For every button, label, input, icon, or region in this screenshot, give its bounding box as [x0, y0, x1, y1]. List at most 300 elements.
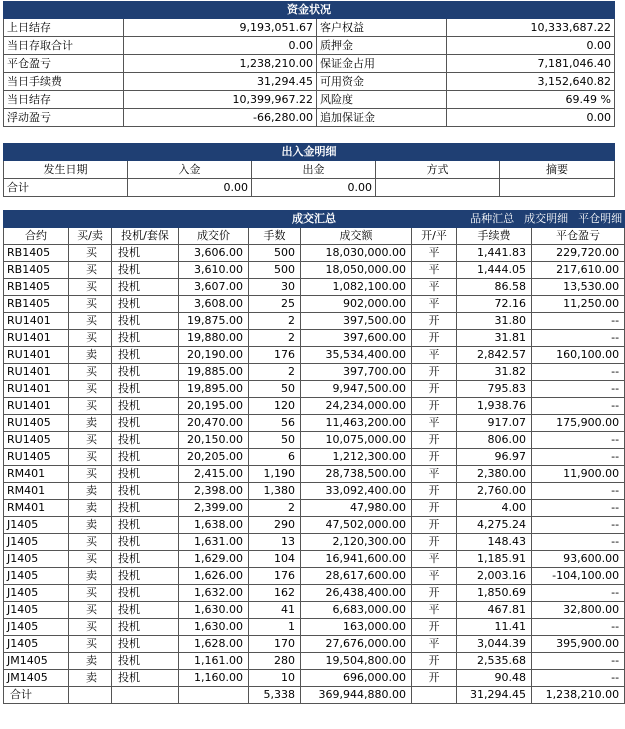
trade-open-close: 开 [412, 534, 457, 551]
cash-total-in: 0.00 [128, 179, 252, 197]
trade-amount: 26,438,400.00 [301, 585, 412, 602]
trade-amount: 18,030,000.00 [301, 245, 412, 262]
trade-total-empty [412, 687, 457, 704]
trade-fee: 31.82 [457, 364, 532, 381]
trade-side: 买 [69, 262, 112, 279]
trade-price: 3,606.00 [179, 245, 249, 262]
trade-qty: 1,380 [249, 483, 301, 500]
trade-qty: 500 [249, 262, 301, 279]
fund-label: 当日手续费 [4, 73, 124, 91]
trade-pnl: 217,610.00 [532, 262, 625, 279]
trade-fee: 3,044.39 [457, 636, 532, 653]
trade-pnl: -- [532, 364, 625, 381]
trade-view-link[interactable]: 成交明细 [524, 212, 569, 225]
trade-view-link[interactable]: 品种汇总 [470, 212, 515, 225]
trade-side: 买 [69, 330, 112, 347]
trade-total-row [4, 687, 625, 704]
trade-amount: 163,000.00 [301, 619, 412, 636]
trade-qty: 30 [249, 279, 301, 296]
trade-price: 19,880.00 [179, 330, 249, 347]
cash-column-header: 发生日期 [4, 161, 128, 179]
fund-value: 31,294.45 [124, 73, 317, 91]
trade-price: 20,195.00 [179, 398, 249, 415]
trade-price: 20,190.00 [179, 347, 249, 364]
trade-open-close: 开 [412, 500, 457, 517]
trade-fee: 86.58 [457, 279, 532, 296]
trade-qty: 280 [249, 653, 301, 670]
trade-side: 买 [69, 585, 112, 602]
trade-hedge: 投机 [112, 670, 179, 687]
trade-fee: 4,275.24 [457, 517, 532, 534]
trade-pnl: -- [532, 670, 625, 687]
cash-total-summary [500, 179, 615, 197]
trade-qty: 1,190 [249, 466, 301, 483]
fund-value: 0.00 [124, 37, 317, 55]
trade-price: 19,885.00 [179, 364, 249, 381]
fund-label: 当日结存 [4, 91, 124, 109]
trade-qty: 176 [249, 568, 301, 585]
trade-contract: RM401 [4, 483, 69, 500]
fund-value: 0.00 [447, 109, 615, 127]
trade-open-close: 开 [412, 653, 457, 670]
trade-pnl: -- [532, 313, 625, 330]
trade-column-header: 手数 [249, 228, 301, 245]
trade-row [4, 585, 625, 602]
trade-pnl: -- [532, 449, 625, 466]
cash-column-header: 方式 [376, 161, 500, 179]
trade-row [4, 347, 625, 364]
trade-qty: 2 [249, 500, 301, 517]
trade-side: 买 [69, 466, 112, 483]
trade-side: 买 [69, 636, 112, 653]
trade-side: 买 [69, 296, 112, 313]
cash-total-out: 0.00 [252, 179, 376, 197]
trade-price: 3,610.00 [179, 262, 249, 279]
trade-qty: 176 [249, 347, 301, 364]
trade-hedge: 投机 [112, 432, 179, 449]
trade-contract: J1405 [4, 551, 69, 568]
trade-row [4, 636, 625, 653]
trade-price: 1,161.00 [179, 653, 249, 670]
trade-amount: 47,980.00 [301, 500, 412, 517]
trade-open-close: 开 [412, 398, 457, 415]
trade-side: 卖 [69, 483, 112, 500]
trade-total-qty: 5,338 [249, 687, 301, 704]
trade-total-pnl: 1,238,210.00 [532, 687, 625, 704]
trade-open-close: 平 [412, 636, 457, 653]
trade-column-header: 成交价 [179, 228, 249, 245]
trade-hedge: 投机 [112, 347, 179, 364]
trade-side: 买 [69, 602, 112, 619]
trade-amount: 397,700.00 [301, 364, 412, 381]
cash-flow-title: 出入金明细 [4, 144, 615, 161]
trade-contract: RU1401 [4, 381, 69, 398]
cash-column-header: 摘要 [500, 161, 615, 179]
cash-total-method [376, 179, 500, 197]
trade-total-amount: 369,944,880.00 [301, 687, 412, 704]
trade-total-empty [69, 687, 112, 704]
trade-price: 20,205.00 [179, 449, 249, 466]
trade-pnl: 395,900.00 [532, 636, 625, 653]
fund-status-title: 资金状况 [4, 2, 615, 19]
trade-hedge: 投机 [112, 534, 179, 551]
trade-pnl: -- [532, 500, 625, 517]
trade-hedge: 投机 [112, 483, 179, 500]
trade-hedge: 投机 [112, 449, 179, 466]
trade-fee: 2,003.16 [457, 568, 532, 585]
trade-amount: 24,234,000.00 [301, 398, 412, 415]
trade-open-close: 开 [412, 313, 457, 330]
trade-open-close: 平 [412, 279, 457, 296]
trade-open-close: 开 [412, 483, 457, 500]
trade-amount: 27,676,000.00 [301, 636, 412, 653]
trade-price: 1,628.00 [179, 636, 249, 653]
trade-row [4, 568, 625, 585]
trade-amount: 19,504,800.00 [301, 653, 412, 670]
trade-amount: 696,000.00 [301, 670, 412, 687]
trade-contract: RB1405 [4, 245, 69, 262]
trade-amount: 397,600.00 [301, 330, 412, 347]
fund-value: 9,193,051.67 [124, 19, 317, 37]
trade-open-close: 开 [412, 585, 457, 602]
trade-qty: 1 [249, 619, 301, 636]
trade-column-header: 成交额 [301, 228, 412, 245]
trade-fee: 96.97 [457, 449, 532, 466]
trade-side: 卖 [69, 415, 112, 432]
trade-price: 2,415.00 [179, 466, 249, 483]
trade-contract: J1405 [4, 636, 69, 653]
trade-contract: RB1405 [4, 296, 69, 313]
trade-qty: 6 [249, 449, 301, 466]
trade-contract: RB1405 [4, 279, 69, 296]
trade-row [4, 517, 625, 534]
trade-qty: 2 [249, 330, 301, 347]
trade-side: 买 [69, 619, 112, 636]
trade-price: 1,638.00 [179, 517, 249, 534]
trade-open-close: 开 [412, 330, 457, 347]
trade-total-empty [112, 687, 179, 704]
trade-side: 卖 [69, 653, 112, 670]
trade-side: 买 [69, 245, 112, 262]
trade-row [4, 381, 625, 398]
trade-open-close: 开 [412, 449, 457, 466]
trade-contract: JM1405 [4, 653, 69, 670]
trade-summary-links [460, 211, 622, 227]
trade-fee: 795.83 [457, 381, 532, 398]
trade-row [4, 500, 625, 517]
trade-side: 卖 [69, 517, 112, 534]
trade-price: 20,150.00 [179, 432, 249, 449]
trade-side: 买 [69, 551, 112, 568]
fund-label: 保证金占用 [317, 55, 447, 73]
fund-row [4, 73, 615, 91]
trade-contract: RU1405 [4, 415, 69, 432]
trade-contract: J1405 [4, 585, 69, 602]
trade-row [4, 432, 625, 449]
trade-row [4, 466, 625, 483]
trade-pnl: 160,100.00 [532, 347, 625, 364]
trade-column-header: 买/卖 [69, 228, 112, 245]
trade-hedge: 投机 [112, 279, 179, 296]
trade-hedge: 投机 [112, 381, 179, 398]
trade-qty: 13 [249, 534, 301, 551]
fund-label: 客户权益 [317, 19, 447, 37]
trade-side: 买 [69, 313, 112, 330]
fund-value: -66,280.00 [124, 109, 317, 127]
trade-hedge: 投机 [112, 517, 179, 534]
trade-qty: 50 [249, 381, 301, 398]
trade-side: 买 [69, 364, 112, 381]
trade-contract: J1405 [4, 517, 69, 534]
trade-row [4, 296, 625, 313]
cash-total-label: 合计 [4, 179, 128, 197]
trade-column-header: 手续费 [457, 228, 532, 245]
trade-open-close: 开 [412, 517, 457, 534]
trade-contract: J1405 [4, 619, 69, 636]
trade-column-header: 合约 [4, 228, 69, 245]
trade-price: 3,607.00 [179, 279, 249, 296]
trade-pnl: 175,900.00 [532, 415, 625, 432]
trade-row [4, 602, 625, 619]
trade-row [4, 653, 625, 670]
trade-price: 20,470.00 [179, 415, 249, 432]
trade-row [4, 415, 625, 432]
trade-qty: 290 [249, 517, 301, 534]
trade-summary-header [4, 211, 625, 228]
trade-side: 买 [69, 449, 112, 466]
trade-price: 2,398.00 [179, 483, 249, 500]
trade-fee: 1,938.76 [457, 398, 532, 415]
fund-label: 当日存取合计 [4, 37, 124, 55]
trade-price: 1,629.00 [179, 551, 249, 568]
fund-label: 可用资金 [317, 73, 447, 91]
trade-pnl: -- [532, 398, 625, 415]
trade-hedge: 投机 [112, 296, 179, 313]
trade-open-close: 平 [412, 568, 457, 585]
trade-hedge: 投机 [112, 313, 179, 330]
trade-open-close: 开 [412, 670, 457, 687]
trade-side: 买 [69, 279, 112, 296]
trade-qty: 56 [249, 415, 301, 432]
trade-pnl: 11,900.00 [532, 466, 625, 483]
trade-contract: JM1405 [4, 670, 69, 687]
trade-contract: J1405 [4, 602, 69, 619]
fund-value: 0.00 [447, 37, 615, 55]
trade-fee: 1,444.05 [457, 262, 532, 279]
trade-row [4, 534, 625, 551]
trade-hedge: 投机 [112, 602, 179, 619]
trade-hedge: 投机 [112, 262, 179, 279]
trade-fee: 467.81 [457, 602, 532, 619]
trade-amount: 47,502,000.00 [301, 517, 412, 534]
trade-fee: 4.00 [457, 500, 532, 517]
trade-amount: 397,500.00 [301, 313, 412, 330]
trade-open-close: 平 [412, 347, 457, 364]
trade-open-close: 平 [412, 296, 457, 313]
trade-column-header: 开/平 [412, 228, 457, 245]
trade-pnl: -- [532, 653, 625, 670]
trade-fee: 72.16 [457, 296, 532, 313]
trade-view-link[interactable]: 平仓明细 [578, 212, 623, 225]
trade-price: 1,630.00 [179, 602, 249, 619]
trade-qty: 104 [249, 551, 301, 568]
trade-column-header: 投机/套保 [112, 228, 179, 245]
trade-pnl: -- [532, 330, 625, 347]
trade-summary-table [3, 210, 625, 704]
trade-amount: 11,463,200.00 [301, 415, 412, 432]
trade-pnl: -- [532, 381, 625, 398]
trade-fee: 90.48 [457, 670, 532, 687]
trade-qty: 2 [249, 313, 301, 330]
trade-price: 1,630.00 [179, 619, 249, 636]
trade-side: 卖 [69, 670, 112, 687]
trade-open-close: 平 [412, 415, 457, 432]
trade-fee: 2,760.00 [457, 483, 532, 500]
fund-row [4, 55, 615, 73]
trade-fee: 148.43 [457, 534, 532, 551]
fund-row [4, 37, 615, 55]
trade-contract: RB1405 [4, 262, 69, 279]
trade-contract: RU1401 [4, 313, 69, 330]
trade-fee: 2,535.68 [457, 653, 532, 670]
trade-price: 1,626.00 [179, 568, 249, 585]
trade-amount: 2,120,300.00 [301, 534, 412, 551]
fund-value: 10,399,967.22 [124, 91, 317, 109]
trade-total-fee: 31,294.45 [457, 687, 532, 704]
trade-amount: 1,082,100.00 [301, 279, 412, 296]
trade-qty: 120 [249, 398, 301, 415]
fund-label: 追加保证金 [317, 109, 447, 127]
trade-open-close: 平 [412, 551, 457, 568]
fund-row [4, 19, 615, 37]
trade-contract: RM401 [4, 500, 69, 517]
trade-pnl: -- [532, 619, 625, 636]
trade-pnl: 11,250.00 [532, 296, 625, 313]
trade-open-close: 平 [412, 602, 457, 619]
trade-amount: 35,534,400.00 [301, 347, 412, 364]
fund-label: 浮动盈亏 [4, 109, 124, 127]
trade-row [4, 279, 625, 296]
fund-label: 上日结存 [4, 19, 124, 37]
cash-column-header: 出金 [252, 161, 376, 179]
trade-amount: 10,075,000.00 [301, 432, 412, 449]
trade-qty: 50 [249, 432, 301, 449]
trade-hedge: 投机 [112, 585, 179, 602]
trade-column-header: 平仓盈亏 [532, 228, 625, 245]
trade-hedge: 投机 [112, 551, 179, 568]
fund-row [4, 109, 615, 127]
cash-flow-table [3, 143, 615, 197]
trade-contract: RU1405 [4, 449, 69, 466]
trade-pnl: 32,800.00 [532, 602, 625, 619]
trade-fee: 31.81 [457, 330, 532, 347]
trade-side: 买 [69, 534, 112, 551]
trade-contract: J1405 [4, 568, 69, 585]
fund-label: 平仓盈亏 [4, 55, 124, 73]
trade-row [4, 330, 625, 347]
trade-amount: 28,617,600.00 [301, 568, 412, 585]
cash-flow-total-row [4, 179, 615, 197]
trade-qty: 41 [249, 602, 301, 619]
trade-price: 19,875.00 [179, 313, 249, 330]
trade-row [4, 313, 625, 330]
trade-amount: 1,212,300.00 [301, 449, 412, 466]
trade-fee: 31.80 [457, 313, 532, 330]
trade-row [4, 398, 625, 415]
trade-pnl: -- [532, 585, 625, 602]
trade-side: 买 [69, 432, 112, 449]
trade-fee: 2,380.00 [457, 466, 532, 483]
trade-pnl: 13,530.00 [532, 279, 625, 296]
trade-row [4, 619, 625, 636]
trade-contract: RU1401 [4, 330, 69, 347]
trade-row [4, 262, 625, 279]
trade-total-label: 合计 [4, 687, 69, 704]
trade-row [4, 245, 625, 262]
trade-hedge: 投机 [112, 466, 179, 483]
trade-open-close: 开 [412, 619, 457, 636]
trade-amount: 902,000.00 [301, 296, 412, 313]
trade-fee: 806.00 [457, 432, 532, 449]
trade-open-close: 平 [412, 466, 457, 483]
trade-fee: 917.07 [457, 415, 532, 432]
trade-side: 卖 [69, 568, 112, 585]
trade-qty: 10 [249, 670, 301, 687]
trade-amount: 33,092,400.00 [301, 483, 412, 500]
trade-fee: 1,441.83 [457, 245, 532, 262]
trade-price: 3,608.00 [179, 296, 249, 313]
trade-hedge: 投机 [112, 245, 179, 262]
trade-side: 卖 [69, 347, 112, 364]
trade-summary-title: 成交汇总 [292, 212, 337, 225]
trade-row [4, 670, 625, 687]
trade-hedge: 投机 [112, 364, 179, 381]
trade-price: 2,399.00 [179, 500, 249, 517]
fund-value: 7,181,046.40 [447, 55, 615, 73]
trade-pnl: -- [532, 432, 625, 449]
trade-row [4, 551, 625, 568]
trade-hedge: 投机 [112, 415, 179, 432]
trade-pnl: 229,720.00 [532, 245, 625, 262]
trade-pnl: -- [532, 517, 625, 534]
trade-fee: 11.41 [457, 619, 532, 636]
trade-hedge: 投机 [112, 653, 179, 670]
trade-price: 1,632.00 [179, 585, 249, 602]
fund-value: 10,333,687.22 [447, 19, 615, 37]
trade-side: 买 [69, 398, 112, 415]
trade-pnl: -- [532, 483, 625, 500]
trade-hedge: 投机 [112, 568, 179, 585]
trade-hedge: 投机 [112, 500, 179, 517]
trade-side: 买 [69, 381, 112, 398]
trade-price: 1,631.00 [179, 534, 249, 551]
trade-contract: RU1401 [4, 347, 69, 364]
trade-contract: RM401 [4, 466, 69, 483]
trade-contract: RU1401 [4, 364, 69, 381]
fund-label: 质押金 [317, 37, 447, 55]
trade-hedge: 投机 [112, 619, 179, 636]
trade-open-close: 平 [412, 245, 457, 262]
trade-fee: 1,850.69 [457, 585, 532, 602]
trade-qty: 500 [249, 245, 301, 262]
trade-qty: 162 [249, 585, 301, 602]
trade-qty: 25 [249, 296, 301, 313]
trade-qty: 2 [249, 364, 301, 381]
trade-pnl: 93,600.00 [532, 551, 625, 568]
trade-side: 卖 [69, 500, 112, 517]
fund-value: 3,152,640.82 [447, 73, 615, 91]
fund-value: 1,238,210.00 [124, 55, 317, 73]
